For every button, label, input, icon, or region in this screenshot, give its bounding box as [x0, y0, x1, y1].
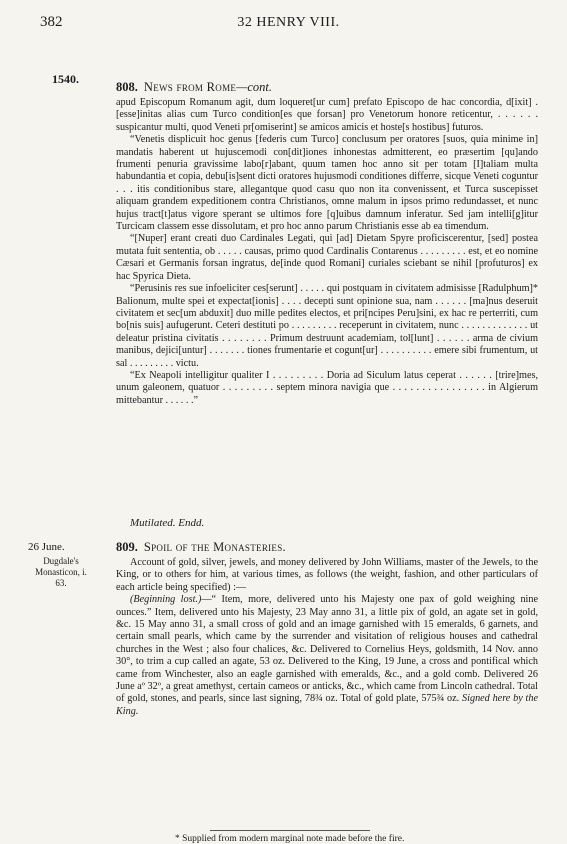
entry-809-heading [116, 540, 286, 555]
entry-809-number: 809. [116, 540, 138, 554]
entry-808-paragraph: apud Episcopum Romanum agit, dum loqueret[ur cum] prefato Episcopo de hac concordia, d[ixit] . [esse]initas alias cum Turco condition[es que forsan] pro Venetorum honore reticentur, . . . . . . suspicantur multi, quod Veneti pr[omiserint] se amicos amicis et hoste[s hostibus] futuros. [116, 97, 538, 133]
entry-808-closing: Mutilated. Endd. [130, 517, 205, 529]
entry-808-heading [116, 80, 272, 95]
entry-809-signed: Signed here by the King. [116, 693, 539, 717]
page-header [40, 14, 537, 36]
entry-809-text [116, 594, 538, 718]
entry-808-title: News from Rome [143, 80, 237, 94]
footnote: * Supplied from modern marginal note made before the fire. [175, 834, 405, 844]
entry-809-lead: (Beginning lost.) [130, 594, 202, 606]
page-number: 382 [40, 14, 63, 30]
entry-808-paragraph: “Ex Neapoli intelligitur qualiter I . . . . . . . . . Doria ad Siculum latus ceperat . . . . . . [trire]mes, unum galeonem, quatuor . . . . . . . . . septem minora navigia que . . . . . . . . . . . . . . . . in Algierum mittebantur . . . . . .” [116, 369, 538, 406]
entry-808-continued: —cont. [236, 80, 272, 94]
entry-809-intro: Account of gold, silver, jewels, and money delivered by John Williams, master of the Jewels, to the King, or to others for him, at various times, as follows (the weight, fashion, and other particulars of each article being specified) :— [116, 557, 538, 593]
entry-809-title: Spoil of the Monasteries. [143, 540, 286, 554]
margin-year: 1540. [52, 72, 79, 86]
entry-809-items: —“ Item, more, delivered unto his Majesty one pax of gold weighing nine ounces.” Item, delivered unto his Majesty, 23 May anno 31, a little pix of gold, an agate set in gold, &c. 15 May anno 31, a small cross of gold and an image garnished with 15 emeralds, 6 garnets, and certain small pearls, which came by the surrender and visitation of religious houses and cathedral churches in the West ; also four chalices, &c. Delivered to Cornelius Heys, goldsmith, 14 Nov. anno 30°, to trim a cup called an agate, 53 oz. Delivered to the King, 19 June, a cross and pontifical which came from Winchester, also an eagle garnished with emeralds, &c., and a gold comb. Delivered 26 June aº 32º, a great amethyst, certain cameos or anticks, &c., which came from Lincoln cathedral. Total of gold, stones, and pearls, since last signing, 78¾ oz. Total of gold plate, 575¾ oz. [116, 594, 538, 705]
entry-808-body [116, 97, 538, 407]
footnote-rule [210, 830, 370, 831]
entry-809-source: Dugdale's Monasticon, i. 63. [35, 556, 87, 588]
entry-808-number: 808. [116, 80, 138, 94]
entry-808-paragraph: “[Nuper] erant creati duo Cardinales Legati, qui [ad] Dietam Spyre proficiscerentur, [sed] postea mutata fuit sententia, ob . . . . . causas, primo quod Cardinalis Contarenus . . . . . . . . . est, et eo nomine Cæsari et Germanis forsan ingratus, de[inde quod Romani] curiales sciebant se nihil [profuturos] ex hac Spyrica Dieta. [116, 233, 538, 282]
entry-809-body [116, 557, 538, 718]
entry-809-date: 26 June. [28, 541, 65, 553]
entry-808-paragraph: “Venetis displicuit hoc genus [federis cum Turco] conclusum per oratores [suos, quia minime in] mandatis haberent ut hujuscemodi con[dit]iones inhonestas admitterent, eo præsertim [qu]ando frumenti penuria gravissime labo[r]abant, quum tamen hoc anno sit per totam [I]taliam multa habundantia et copia, debu[is]sent dicti oratores hujusmodi conditiones differre, sicque Veneti coguntur . . . itis conditionibus stare, allegantque quod casu quo non ita convenissent, et Turca suscepisset aliquam grandem expeditionem contra Christianos, omne malum in ipsos primo redundasset, et nunc hujus tract[t]atus vigore sperant se ultimos fore [q]uibus damnum inferatur. Sed jam intelli[g]itur Turcicam classem esse dissolutam, et pro hoc anno parum Christianis esse ab ea timendum. [116, 134, 538, 233]
entry-808-paragraph: “Perusinis res sue infoeliciter ces[serunt] . . . . . qui postquam in civitatem admisisse [Radulphum]* Balionum, multe spei et expectat[ionis] . . . . decepti sunt opinione sua, nam . . . . . . [ma]nus deseruit civitatem et sec[um abduxit] duo mille pedites electos, et pri[ncipes Peru]sini, ex hac re perterriti, cum bo[nis suis] aufugerunt. Ceteri destituti po . . . . . . . . . receperunt in civitatem, nunc . . . . . . . . . . . . . ut deleatur pristina civitatis . . . . . . . . Primum destruunt academiam, tol[lunt] . . . . . . arma de civium manibus, dejici[untur] . . . . . . . tiones frumentarie et cogunt[ur] . . . . . . . . . . emere sibi frumentum, ut sal . . . . . . . . . victu. [116, 283, 538, 369]
running-head: 32 HENRY VIII. [237, 15, 340, 30]
